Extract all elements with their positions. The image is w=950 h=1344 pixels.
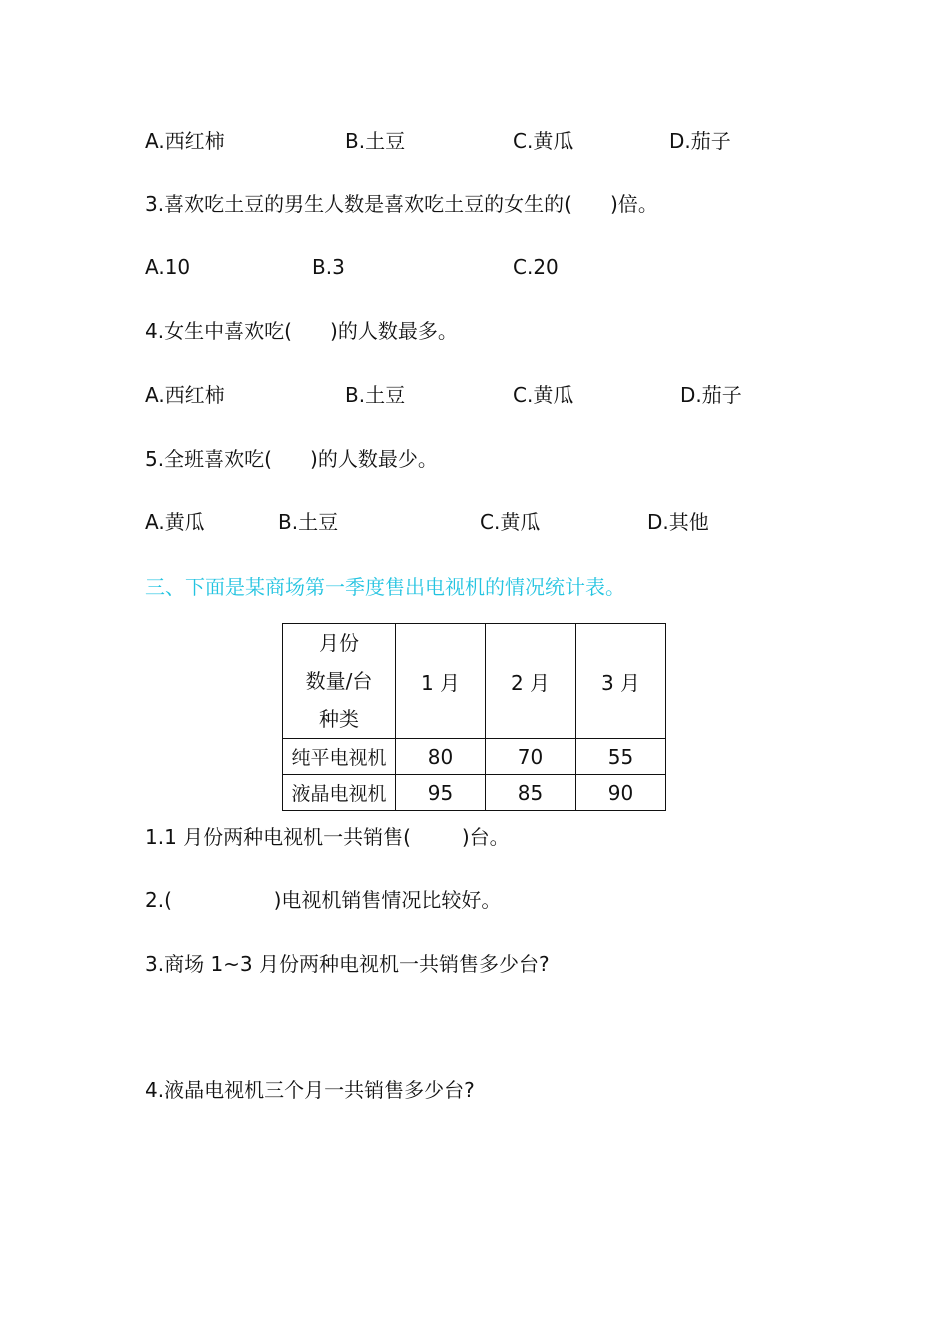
- header-month-2: 2 月: [486, 624, 576, 739]
- q2-option-d: D.茄子: [669, 129, 731, 153]
- q4-text: 4.女生中喜欢吃( )的人数最多。: [145, 319, 458, 343]
- q5-text: 5.全班喜欢吃( )的人数最少。: [145, 447, 438, 471]
- s3-question-3: 3.商场 1~3 月份两种电视机一共销售多少台?: [145, 952, 550, 976]
- table-cell: 85: [486, 775, 576, 811]
- q4-option-b: B.土豆: [345, 383, 406, 407]
- q4-option-a: A.西红柿: [145, 383, 225, 407]
- q4-option-c: C.黄瓜: [513, 383, 574, 407]
- q2-option-a: A.西红柿: [145, 129, 225, 153]
- row-label: 液晶电视机: [283, 775, 396, 811]
- table-cell: 70: [486, 739, 576, 775]
- row-label: 纯平电视机: [283, 739, 396, 775]
- q5-option-c: C.黄瓜: [480, 510, 541, 534]
- table-row: [283, 775, 666, 811]
- q2-option-c: C.黄瓜: [513, 129, 574, 153]
- table-cell: 90: [576, 775, 666, 811]
- header-line-month: 月份: [319, 631, 359, 655]
- header-month-3: 3 月: [576, 624, 666, 739]
- table-cell: 55: [576, 739, 666, 775]
- tv-sales-table: [282, 623, 666, 811]
- table-cell: 80: [396, 739, 486, 775]
- header-month-1: 1 月: [396, 624, 486, 739]
- table-header-row: [283, 624, 666, 739]
- q3-option-a: A.10: [145, 255, 191, 279]
- q5-option-b: B.土豆: [278, 510, 339, 534]
- section-heading: 三、下面是某商场第一季度售出电视机的情况统计表。: [145, 575, 625, 599]
- q4-option-d: D.茄子: [680, 383, 742, 407]
- q3-text: 3.喜欢吃土豆的男生人数是喜欢吃土豆的女生的( )倍。: [145, 192, 658, 216]
- q3-option-c: C.20: [513, 255, 559, 279]
- header-line-quantity: 数量/台: [305, 669, 373, 693]
- s3-question-2: 2.( )电视机销售情况比较好。: [145, 888, 502, 912]
- s3-question-4: 4.液晶电视机三个月一共销售多少台?: [145, 1078, 475, 1102]
- header-line-type: 种类: [319, 707, 359, 731]
- q5-option-d: D.其他: [647, 510, 709, 534]
- q3-option-b: B.3: [312, 255, 345, 279]
- q2-option-b: B.土豆: [345, 129, 406, 153]
- table-header-corner: [283, 624, 396, 739]
- q5-option-a: A.黄瓜: [145, 510, 205, 534]
- s3-question-1: 1.1 月份两种电视机一共销售( )台。: [145, 825, 510, 849]
- table-row: [283, 739, 666, 775]
- table-cell: 95: [396, 775, 486, 811]
